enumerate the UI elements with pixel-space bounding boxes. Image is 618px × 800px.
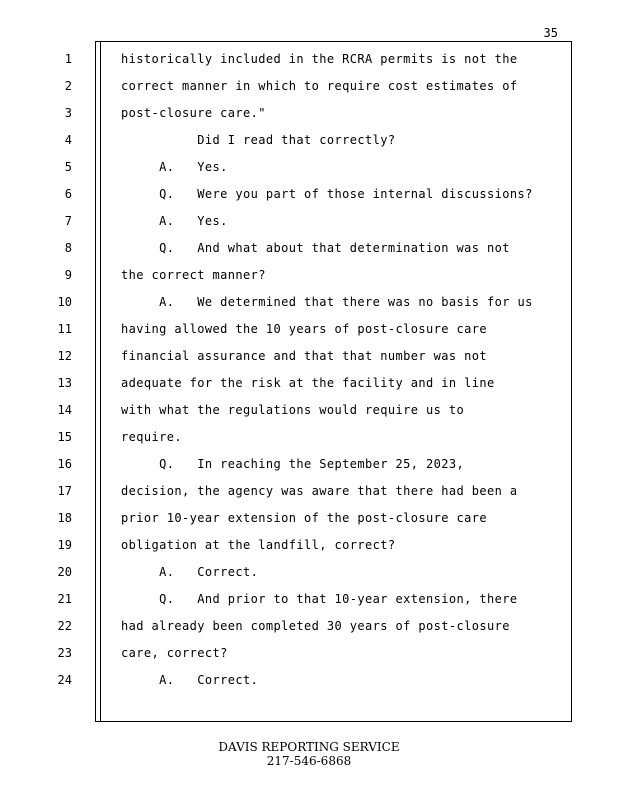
reporting-phone: 217-546-6868 [266, 754, 352, 768]
line-text: having allowed the 10 years of post-closure care [121, 322, 487, 336]
line-number: 21 [57, 592, 72, 606]
line-text: A. We determined that there was no basis for us [121, 295, 533, 309]
line-number: 11 [57, 322, 72, 336]
line-number: 9 [64, 268, 72, 282]
line-number: 3 [64, 106, 72, 120]
line-text: A. Yes. [121, 160, 228, 174]
line-number: 24 [57, 673, 72, 687]
line-number: 14 [57, 403, 72, 417]
line-text: obligation at the landfill, correct? [121, 538, 396, 552]
line-number: 2 [64, 79, 72, 93]
line-number: 5 [64, 160, 72, 174]
line-text: with what the regulations would require us to [121, 403, 465, 417]
line-text: Q. And what about that determination was not [121, 241, 510, 255]
line-number: 8 [64, 241, 72, 255]
line-text: A. Correct. [121, 565, 259, 579]
line-number: 15 [57, 430, 72, 444]
line-number: 16 [57, 457, 72, 471]
line-text: Did I read that correctly? [121, 133, 396, 147]
page-number: 35 [543, 26, 558, 40]
line-number: 22 [57, 619, 72, 633]
line-number: 23 [57, 646, 72, 660]
line-text: prior 10-year extension of the post-closure care [121, 511, 487, 525]
line-number: 18 [57, 511, 72, 525]
line-text: post-closure care." [121, 106, 266, 120]
line-text: the correct manner? [121, 268, 266, 282]
reporting-company: DAVIS REPORTING SERVICE [218, 740, 400, 754]
line-text: financial assurance and that that number was not [121, 349, 487, 363]
line-text: Q. And prior to that 10-year extension, there [121, 592, 518, 606]
line-text: Q. Were you part of those internal discussions? [121, 187, 533, 201]
line-number: 10 [57, 295, 72, 309]
line-number: 13 [57, 376, 72, 390]
line-number: 7 [64, 214, 72, 228]
line-number: 20 [57, 565, 72, 579]
line-number: 1 [64, 52, 72, 66]
line-number: 19 [57, 538, 72, 552]
reporter-footer [0, 740, 618, 768]
line-text: Q. In reaching the September 25, 2023, [121, 457, 465, 471]
line-number: 4 [64, 133, 72, 147]
line-text: adequate for the risk at the facility and in line [121, 376, 495, 390]
line-text: care, correct? [121, 646, 228, 660]
line-text: decision, the agency was aware that there had been a [121, 484, 518, 498]
line-text: had already been completed 30 years of post-closure [121, 619, 510, 633]
line-text: A. Yes. [121, 214, 228, 228]
line-number: 12 [57, 349, 72, 363]
line-number: 6 [64, 187, 72, 201]
line-text: historically included in the RCRA permits is not the [121, 52, 518, 66]
line-text: require. [121, 430, 182, 444]
transcript-line [0, 673, 618, 708]
line-text: A. Correct. [121, 673, 259, 687]
line-text: correct manner in which to require cost estimates of [121, 79, 518, 93]
line-number: 17 [57, 484, 72, 498]
